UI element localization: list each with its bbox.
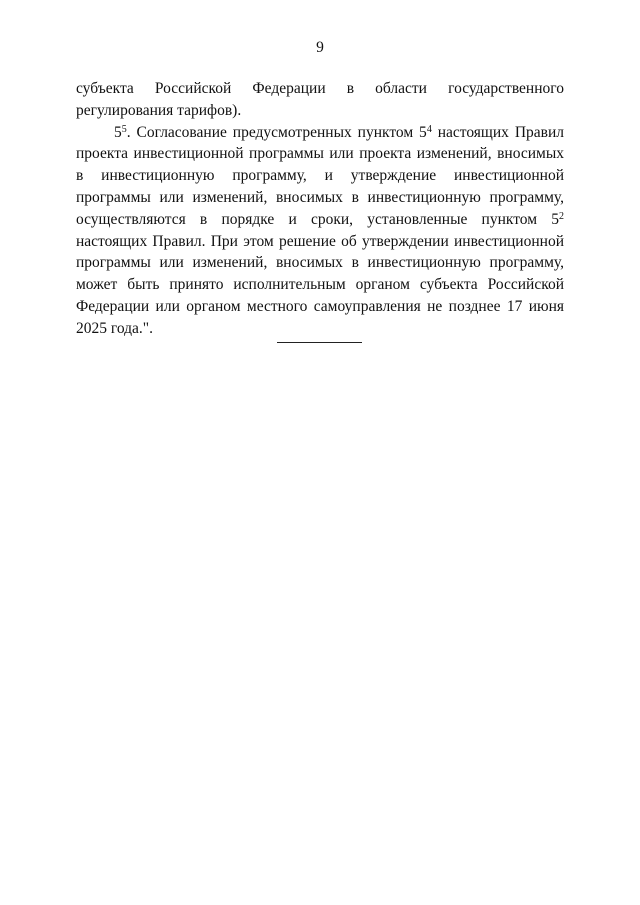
closing-divider <box>277 342 362 343</box>
page-number: 9 <box>316 39 324 56</box>
paragraph-clause-5-5 <box>76 122 564 340</box>
clause-text-part-2: настоящих Правил проекта инвестиционной программы или проекта изменений, вносимых в инвестиционную программу, и утверждение инвестиционной программы или изменений, вносимых в инвестиционную программу, осуществляются в порядке и сроки, установленные пунктом 5 <box>76 123 564 228</box>
clause-superscript: 5 <box>121 123 127 135</box>
reference-superscript-1: 4 <box>426 123 432 135</box>
clause-text-part-3: настоящих Правил. При этом решение об утверждении инвестиционной программы или изменений, вносимых в инвестиционную программу, может быть принято исполнительным органом субъекта Российской Федерации или органом местного самоуправления не позднее 17 июня 2025 года.". <box>76 232 564 337</box>
document-body <box>76 78 564 340</box>
clause-text-part-1: . Согласование предусмотренных пунктом 5 <box>126 123 427 141</box>
paragraph-continuation: субъекта Российской Федерации в области государственного регулирования тарифов). <box>76 80 564 119</box>
clause-number: 5 <box>114 123 122 141</box>
reference-superscript-2: 2 <box>559 210 564 222</box>
